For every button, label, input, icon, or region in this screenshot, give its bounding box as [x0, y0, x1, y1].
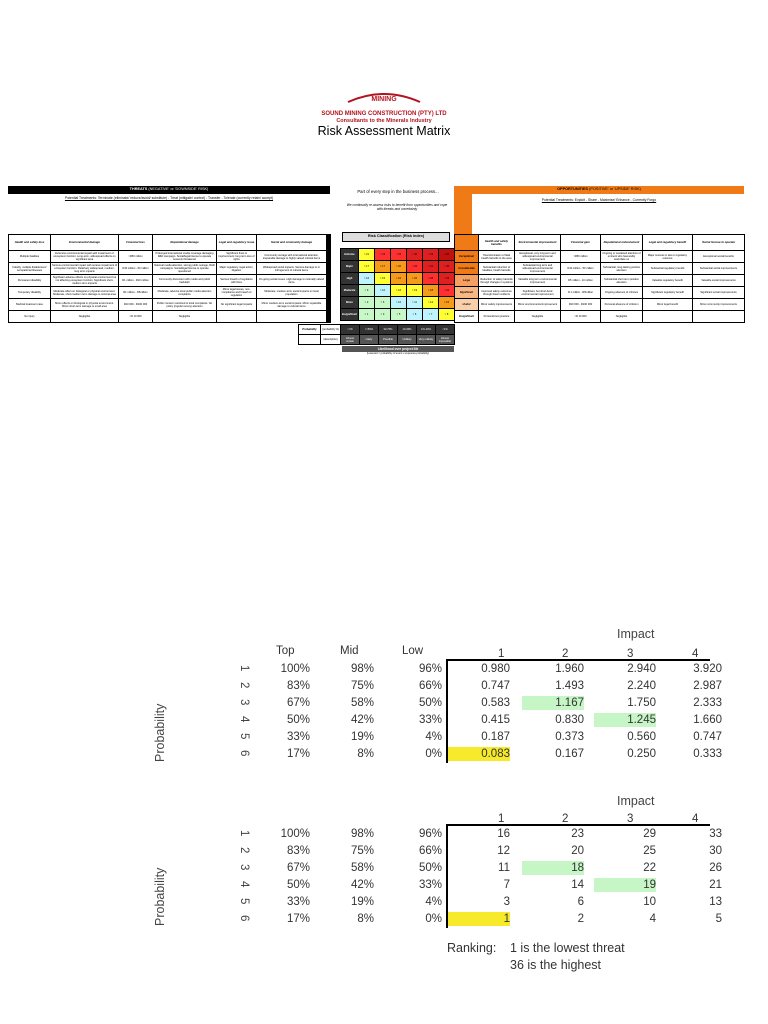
opp-cell: R 1 million - R5million — [561, 287, 601, 299]
risk-index-cell: > 28 — [423, 273, 439, 285]
impact-header: Impact — [617, 627, 655, 641]
threat-cell: Public concern restricted to local complaints. No policy (regular survey) attention — [153, 299, 217, 311]
opp-cell: Substantial long term and widespread environmental improvement — [515, 263, 561, 275]
risk-index-cell: > 26 — [407, 273, 423, 285]
table-cell: 4% — [425, 731, 442, 743]
opp-cell: Personal absence of criticism — [601, 299, 643, 311]
row-id: 3 — [238, 864, 250, 871]
risk-index-cell: > 17 — [359, 261, 375, 273]
threat-col-header: Financial loss — [119, 235, 153, 251]
risk-index-cell: > 16 — [391, 285, 407, 297]
opp-cell: Ongoing absence of criticism — [601, 287, 643, 299]
probability-cell: >=% — [341, 325, 360, 335]
threat-cell: Serious environmental impact with serious impairment of ecosystem function. Relatively widespread, medium-long term impacts — [52, 264, 118, 273]
opp-col-header: Health and safety benefits — [479, 235, 515, 251]
threat-cell: Negligible — [153, 311, 217, 323]
ranking-highest: 36 is the highest — [510, 958, 602, 972]
risk-index-cell: > 6 — [407, 309, 423, 321]
opp-cell: Exceptional, very long term and widespread environmental improvement — [515, 251, 561, 263]
impact-col-1: 1 — [498, 648, 505, 660]
probability-axis-label: Probability — [153, 703, 167, 762]
table-cell: 12 — [497, 845, 510, 857]
table-cell: 33% — [418, 714, 442, 726]
table-cell: 0.250 — [627, 748, 656, 760]
likelihood-label: Likelihood over project life — [342, 346, 454, 352]
impact-col-2: 2 — [562, 813, 569, 825]
threat-col-header: Social and community damage — [257, 235, 327, 251]
table-cell: 66% — [418, 845, 442, 857]
threat-cell: No injury — [9, 311, 51, 323]
table-cell: 18 — [522, 861, 584, 875]
table-cell: 7 — [503, 879, 510, 891]
severity-label: Moderate — [341, 285, 359, 297]
risk-index-cell: > 7 — [423, 309, 439, 321]
table-cell: 2.240 — [627, 680, 656, 692]
threat-cell: R1 million - R10 million — [119, 275, 153, 287]
table-cell: 1.245 — [594, 713, 656, 727]
table-cell: 19 — [594, 878, 656, 892]
table-cell: 0.830 — [555, 714, 584, 726]
opp-cell: Substantial social improvements — [693, 263, 745, 275]
table-cell: 4 — [649, 913, 656, 925]
opp-cell: Minor legal benefit — [643, 299, 693, 311]
risk-index-cell: > 8 — [439, 309, 455, 321]
risk-index-cell: > 10 — [375, 285, 391, 297]
table-cell: 22 — [643, 862, 656, 874]
opp-severity-label: Considerable — [455, 263, 479, 275]
severity-label: Minor — [341, 297, 359, 309]
opp-cell: Improved safety outcomes through fewer incidents — [479, 287, 515, 299]
risk-index-cell: > 1 — [359, 309, 375, 321]
opp-col-header: Social license to operate — [693, 235, 745, 251]
threat-cell: Minor medium-term social impacts. Minor repairable damage to cultural items — [257, 299, 327, 311]
opp-cell: Minor safety improvements — [479, 299, 515, 311]
table-cell: 96% — [418, 828, 442, 840]
table-cell: 2.333 — [693, 697, 722, 709]
company-name: SOUND MINING CONSTRUCTION (PTY) LTD — [321, 111, 447, 117]
table-cell: 0.980 — [481, 663, 510, 675]
opp-cell: Substantial short term positive attention — [601, 275, 643, 287]
threat-cell: Temporary disability — [9, 287, 51, 299]
table-cell: 33% — [286, 731, 310, 743]
risk-classification-header: Risk Classification (Risk index) — [342, 232, 450, 242]
description-cell: Possible — [379, 335, 398, 345]
table-cell: 8% — [357, 913, 374, 925]
probability-cell: 1%-10% — [417, 325, 436, 335]
table-cell: 16 — [497, 828, 510, 840]
opp-cell: R5 million - 10 million — [561, 275, 601, 287]
risk-index-cell: > 31 — [423, 261, 439, 273]
impact-col-4: 4 — [692, 813, 699, 825]
table-cell: 58% — [350, 862, 374, 874]
threat-cell: On-going social issues. High damage to culturally valued items — [257, 275, 327, 287]
threat-cell: Significant fines & imprisonment; long term loss of rights — [217, 251, 257, 263]
likelihood-sublabel: (Lowered = probability of event x exposure probability) — [366, 352, 430, 355]
threat-cell: Medical treatment case — [9, 299, 51, 311]
table-cell: 8% — [357, 748, 374, 760]
severity-label: High — [341, 273, 359, 285]
table-cell: 14 — [571, 879, 584, 891]
opp-cell: <R 10 000 — [561, 311, 601, 323]
table-cell: 21 — [709, 879, 722, 891]
table-cell: 98% — [350, 828, 374, 840]
threat-cell: Multiple fatalities — [9, 251, 51, 263]
impact-col-1: 1 — [498, 813, 505, 825]
table-cell: 4% — [425, 896, 442, 908]
threat-cell: Significant adverse effects on physical environment but not affecting ecosystem function. Significant short-medium term impacts — [51, 275, 119, 287]
risk-index-cell: > 18 — [423, 285, 439, 297]
opp-col-header: Environmental improvement — [515, 235, 561, 251]
table-cell: 0% — [425, 748, 442, 760]
risk-index-cell: > 17 — [375, 261, 391, 273]
threat-cell: Fatality, multiple disablement/ occupational illnesses — [9, 263, 51, 275]
risk-index-cell: > 6 — [375, 297, 391, 309]
severity-label: Major — [341, 261, 359, 273]
opp-cell: Negligible — [601, 311, 643, 323]
table-cell: 42% — [350, 714, 374, 726]
opp-cell: Major success in law or regulatory outcome — [643, 251, 693, 263]
table-cell: 83% — [286, 845, 310, 857]
table-cell: 0.083 — [448, 747, 510, 761]
col-header-top: Top — [276, 645, 295, 657]
opp-cell: Valuable regulatory benefit — [643, 275, 693, 287]
threat-cell: R10 000 - R100 000 — [119, 299, 153, 311]
risk-index-cell: > 19 — [407, 285, 423, 297]
threat-cell: >R50 million — [119, 251, 153, 263]
severity-label: Extreme — [341, 249, 359, 261]
threats-title: THREATS — [129, 187, 148, 192]
table-cell: 0.747 — [481, 680, 510, 692]
table-cell: 13 — [709, 896, 722, 908]
probability-label: Probability — [299, 325, 321, 335]
table-cell: 17% — [286, 913, 310, 925]
description-cell: Likely — [360, 335, 379, 345]
impact-col-2: 2 — [562, 648, 569, 660]
table-cell: 0.583 — [481, 697, 510, 709]
threat-cell: Prolonged international media coverage damaging R&D campaign. Social/legal license to operate severely threatened — [153, 251, 217, 263]
risk-index-cell: > 15 — [439, 297, 455, 309]
company-tagline: Consultants to the Minerals Industry — [336, 118, 432, 124]
table-cell: 1.960 — [555, 663, 584, 675]
table-cell: 0.187 — [481, 731, 510, 743]
table-cell: 75% — [350, 680, 374, 692]
row-id: 2 — [238, 847, 250, 854]
description-cell: Very unlikely — [417, 335, 436, 345]
opportunities-title: OPPORTUNITIES — [557, 187, 589, 192]
row-id: 6 — [238, 915, 250, 922]
description-cell: Almost impossible — [436, 335, 455, 345]
table-cell: 3.920 — [693, 663, 722, 675]
table-cell: 29 — [643, 828, 656, 840]
probability-cell: <1% — [436, 325, 455, 335]
page-title: Risk Assessment Matrix — [317, 124, 451, 138]
opp-col-header: Legal and regulatory benefit — [643, 235, 693, 251]
description-cell: (description) — [321, 335, 341, 345]
threat-cell: Community outrage with international attention, irreparable damage to highly valued cultural items — [257, 251, 327, 263]
opp-col-header: Financial gain — [561, 235, 601, 251]
table-cell: 2 — [577, 913, 584, 925]
threat-cell: Moderate, adverse local public media attention complaints — [153, 287, 217, 299]
table-cell: 6 — [577, 896, 584, 908]
impact-col-4: 4 — [692, 648, 699, 660]
row-id: 4 — [238, 881, 250, 888]
threat-cell: Extensive environmental impact with impairment of ecosystem function. Long-term, widespread effects on significant area — [51, 251, 119, 263]
risk-index-cell: > 9 — [359, 285, 375, 297]
table-cell: 0.560 — [627, 731, 656, 743]
risk-index-cell: > 35 — [439, 261, 455, 273]
risk-index-cell: > 33 — [423, 249, 439, 261]
threat-cell: Negligible — [51, 311, 119, 323]
threat-cell: Serious breach of regulation with fines — [217, 275, 257, 287]
threats-subtitle: (NEGATIVE' or 'DOWNSIDE' RISK) — [148, 187, 209, 192]
ranking-lowest: 1 is the lowest threat — [510, 941, 625, 955]
table-cell: 1.167 — [522, 696, 584, 710]
opp-severity-label: Useful — [455, 299, 479, 311]
table-cell: 26 — [709, 862, 722, 874]
table-cell: 58% — [350, 697, 374, 709]
opp-cell: Reduction of safety hazards through changes in systems — [479, 275, 515, 287]
opp-cell: Valuable social improvements — [693, 275, 745, 287]
table-cell: 1 — [448, 912, 510, 926]
row-id: 6 — [238, 750, 250, 757]
opportunities-subtitle: (POSITIVE' or 'UPSIDE' RISK) — [589, 187, 641, 192]
threat-cell: Moderate effect on biological or physical environment. Moderate, short-medium term damage to minimal area — [51, 287, 119, 299]
threat-cell: R1 million - R5million — [119, 287, 153, 299]
threat-col-header: Health and safety loss — [9, 235, 51, 251]
table-cell: 0% — [425, 913, 442, 925]
risk-index-cell: > 12 — [423, 297, 439, 309]
table-cell: 0.333 — [693, 748, 722, 760]
row-id: 1 — [238, 830, 250, 837]
table-cell: 1.750 — [627, 697, 656, 709]
probability-axis-label: Probability — [153, 867, 167, 926]
threat-col-header: Reputational damage — [153, 235, 217, 251]
table-cell: 50% — [418, 862, 442, 874]
table-cell: 50% — [286, 879, 310, 891]
opp-cell: Substantial regulatory benefit — [643, 263, 693, 275]
table-cell: 19% — [350, 896, 374, 908]
opp-cell: Minor environmental improvement — [515, 299, 561, 311]
table-cell: 67% — [286, 697, 310, 709]
opp-cell: Exceptional social benefits — [693, 251, 745, 263]
opp-severity-label: Significant — [455, 287, 479, 299]
description-cell: Unlikely — [398, 335, 417, 345]
risk-index-cell: > 15 — [375, 273, 391, 285]
risk-index-cell: > 30 — [407, 249, 423, 261]
table-cell: 2.940 — [627, 663, 656, 675]
impact-col-3: 3 — [627, 813, 634, 825]
table-cell: 0.167 — [555, 748, 584, 760]
risk-index-cell: > 36 — [439, 249, 455, 261]
threat-cell: R10 million - 50 million — [119, 263, 153, 275]
table-cell: 1.660 — [693, 714, 722, 726]
row-id: 5 — [238, 733, 250, 740]
row-id: 3 — [238, 699, 250, 706]
table-cell: 98% — [350, 663, 374, 675]
col-header-low: Low — [402, 645, 424, 657]
row-id: 1 — [238, 665, 250, 672]
threat-cell: No significant legal impacts — [217, 299, 257, 311]
table-cell: 25 — [643, 845, 656, 857]
table-cell: 11 — [498, 862, 510, 874]
opp-cell: R10 million - 50 million — [561, 263, 601, 275]
table-cell: 96% — [418, 663, 442, 675]
process-note: Part of every step in the business process... — [357, 189, 439, 194]
risk-index-cell: > 25 — [391, 249, 407, 261]
ranking-label: Ranking: — [447, 941, 497, 955]
row-id: 5 — [238, 898, 250, 905]
table-cell: 3 — [503, 896, 510, 908]
table-cell: 20 — [571, 845, 584, 857]
opp-cell: R10 000 - R100 000 — [561, 299, 601, 311]
risk-index-cell: > 2 — [359, 297, 375, 309]
opp-severity-label: Exceptional — [455, 251, 479, 263]
opp-cell: Minor community improvements — [693, 299, 745, 311]
table-cell: 0.415 — [481, 714, 510, 726]
risk-index-cell: > 3 — [375, 309, 391, 321]
col-header-mid: Mid — [340, 645, 359, 657]
risk-index-cell: > 26 — [407, 261, 423, 273]
opportunities-treatments: Potential Treatments: Exploit - Share - Maximise/ Enhance - Currently Forgo — [541, 198, 657, 202]
risk-index-cell: > 22 — [391, 273, 407, 285]
table-cell: 10 — [643, 896, 656, 908]
impact-col-3: 3 — [627, 648, 634, 660]
opp-cell: Ongoing or sustained attention of eminent who favourably assimilate us — [601, 251, 643, 263]
table-cell: 100% — [280, 828, 310, 840]
threat-cell: Community discontent with media and public backlash — [153, 275, 217, 287]
opp-cell: Significant regulatory benefit — [643, 287, 693, 299]
table-cell: 33 — [709, 828, 722, 840]
table-cell: 33% — [418, 879, 442, 891]
opp-cell: Negligible — [515, 311, 561, 323]
threat-cell: <R 10 000 — [119, 311, 153, 323]
risk-index-cell: > 21 — [359, 249, 375, 261]
row-id: 4 — [238, 716, 250, 723]
opp-col-header: Reputational enhancement — [601, 235, 643, 251]
threat-cell: Minor effects on biological or physical environment. Minor short-term damage to small area — [51, 299, 119, 311]
opp-cell: Substantial reduction of fatalities, health hazards — [479, 263, 515, 275]
risk-index-cell: > 5 — [391, 309, 407, 321]
impact-header: Impact — [617, 794, 655, 808]
table-cell: 1.493 — [555, 680, 584, 692]
table-cell: 30 — [709, 845, 722, 857]
risk-index-cell: > 11 — [407, 297, 423, 309]
opp-cell: Personal best practice — [479, 311, 515, 323]
threats-treatments: Potential Treatments: Terminate (eliminate/ reduce/avoid/ substitute) - Treat (mitigate/ control) - Transfer - Tolerate (currently retain/ accept) — [64, 196, 274, 200]
table-cell: 100% — [280, 663, 310, 675]
risk-index-cell: > 22 — [439, 285, 455, 297]
threat-cell: Permanent disability — [9, 275, 51, 287]
logo-word: MINING — [371, 96, 397, 103]
table-cell: 2.987 — [693, 680, 722, 692]
threat-col-header: Legal and regulatory issue — [217, 235, 257, 251]
table-cell: 42% — [350, 879, 374, 891]
opp-cell: Significant, but short-lived environmental improvement — [515, 287, 561, 299]
risk-index-cell: > 34 — [439, 273, 455, 285]
risk-index-cell: > 23 — [375, 249, 391, 261]
table-cell: 75% — [350, 845, 374, 857]
opp-severity-label: Insignificant — [455, 311, 479, 323]
table-cell: 50% — [286, 714, 310, 726]
probability-cell: 10-30% — [398, 325, 417, 335]
table-cell: 50% — [418, 697, 442, 709]
threat-cell: Moderate, medium-term social impacts on local population — [257, 287, 327, 299]
risk-index-cell: > 20 — [391, 261, 407, 273]
probability-cell: (probability %) — [321, 325, 341, 335]
opp-cell: Valuable long term environmental improvement — [515, 275, 561, 287]
probability-cell: >=50% — [360, 325, 379, 335]
probability-cell: 30-70% — [379, 325, 398, 335]
table-cell: 17% — [286, 748, 310, 760]
reassess-note: We continually re-assess risks to benefit from opportunities and cope with threats and uncertainty — [346, 203, 448, 211]
opp-cell: Total elimination of fatal health hazards to the area — [479, 251, 515, 263]
table-cell: 19% — [350, 731, 374, 743]
risk-index-cell: > 16 — [359, 273, 375, 285]
threat-cell: National media attention, strong public outrage, R&D campaigns. Social/legal license to operate questioned — [153, 263, 217, 275]
severity-label: Insignificant — [341, 309, 359, 321]
table-cell: 0.747 — [693, 731, 722, 743]
table-cell: 0.373 — [555, 731, 584, 743]
opp-cell: Substantial, long-lasting positive attention — [601, 263, 643, 275]
opp-severity-label: Large — [455, 275, 479, 287]
threat-cell: Major regulatory, legal action, litigation — [217, 263, 257, 275]
row-id: 2 — [238, 682, 250, 689]
table-cell: 67% — [286, 862, 310, 874]
table-cell: 33% — [286, 896, 310, 908]
threat-cell: Widespread social impacts. Serious damage to or infringement of cultural items — [257, 263, 327, 275]
table-cell: 23 — [571, 828, 584, 840]
table-cell: 83% — [286, 680, 310, 692]
description-cell: Almost certain — [341, 335, 360, 345]
risk-index-cell: > 10 — [391, 297, 407, 309]
opp-cell: >R50 million — [561, 251, 601, 263]
threat-col-header: Environmental damage — [51, 235, 119, 251]
table-cell: 5 — [715, 913, 722, 925]
opp-cell: Significant social improvements — [693, 287, 745, 299]
threat-cell: Minor legal issues, non-compliance and breach of regulation — [217, 287, 257, 299]
table-cell: 66% — [418, 680, 442, 692]
